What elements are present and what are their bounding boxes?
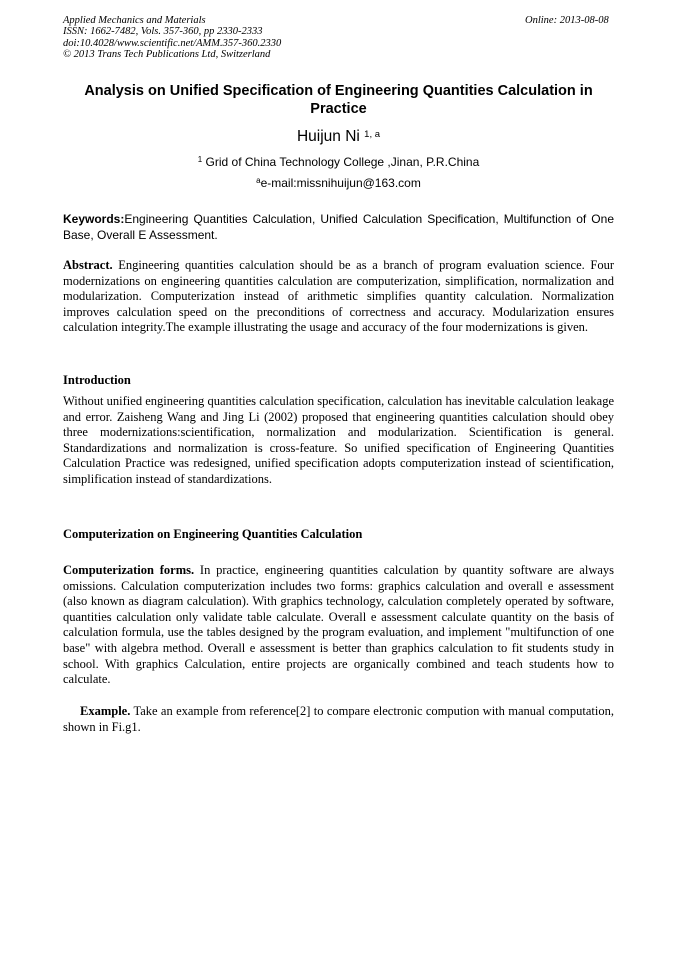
forms-label: Computerization forms. xyxy=(63,563,195,577)
introduction-paragraph: Without unified engineering quantities calculation specification, calculation has inevitable calculation leakage and error. Zaisheng Wang and Jing Li (2002) proposed that engineering quantities calculation should obey three modernizations:scientification, normalization and modularization. Scientification is general. Standardizations and normalization is cross-feature. So unified specification of Engineering Quantities Calculation Practice was redesigned, unified specification adopts computerization instead of scientification, simplification instead of standardizations. xyxy=(63,394,614,486)
affiliation-text: Grid of China Technology College ,Jinan, P.R.China xyxy=(205,155,480,169)
keywords-label: Keywords: xyxy=(63,212,125,226)
abstract-text: Engineering quantities calculation should be as a branch of program evaluation science. Four modernizations on engineering quantities calculation are computerization, simplification, normalization and modularization. Computerization instead of arithmetic simplifies quantity calculation. Normalization improves calculation speed on the preconditions of correctness and accuracy. Modularization ensures calculation integrity.The example illustrating the usage and accuracy of the four modernizations is given. xyxy=(63,258,615,335)
forms-text: In practice, engineering quantities calculation by quantity software are always omissions. Calculation computerization includes two forms: graphics calculation and overall e assessment (also known as diagram calculation). With graphics technology, calculation completely operated by software, quantities calculation only validate table calculate. Overall e assessment calculate quantity on the basis of calculation formula, use the tables designed by the program evaluation, and implement "multifunction of one base" with algebra method. Overall e assessment is better than graphics calculation to fit students study in school. With graphics Calculation, entire projects are organically combined and teach students how to calculate. xyxy=(63,563,615,687)
introduction-heading: Introduction xyxy=(63,373,131,387)
example-label: Example. xyxy=(80,704,131,718)
paper-title: Analysis on Unified Specification of Engineering Quantities Calculation in Practice xyxy=(84,83,593,117)
journal-copyright: © 2013 Trans Tech Publications Ltd, Switzerland xyxy=(63,48,271,60)
author-name: Huijun Ni xyxy=(296,128,360,145)
email-text: e-mail:missnihuijun@163.com xyxy=(260,176,421,190)
affiliation-superscript: 1 xyxy=(197,155,203,164)
computerization-forms-paragraph xyxy=(63,563,614,688)
computerization-heading: Computerization on Engineering Quantities Calculation xyxy=(63,527,363,541)
abstract-label: Abstract. xyxy=(63,258,113,272)
keywords xyxy=(63,211,614,243)
journal-name: Applied Mechanics and Materials xyxy=(63,15,206,26)
journal-doi: doi:10.4028/www.scientific.net/AMM.357-360.2330 xyxy=(63,37,282,49)
example-paragraph xyxy=(63,704,614,735)
journal-header xyxy=(63,15,281,60)
author-line xyxy=(63,127,614,147)
affiliation xyxy=(63,154,614,170)
journal-issn: ISSN: 1662-7482, Vols. 357-360, pp 2330-2333 xyxy=(63,26,263,38)
author-email xyxy=(63,175,614,191)
abstract xyxy=(63,258,614,336)
example-text: Take an example from reference[2] to compare electronic compution with manual computation, shown in Fi.g1. xyxy=(63,704,614,734)
author-superscript: 1, a xyxy=(364,129,381,140)
online-date: Online: 2013-08-08 xyxy=(525,15,609,26)
email-superscript: a xyxy=(256,176,261,185)
keywords-text: Engineering Quantities Calculation, Unified Calculation Specification, Multifunction of One Base, Overall E Assessment. xyxy=(63,212,614,242)
